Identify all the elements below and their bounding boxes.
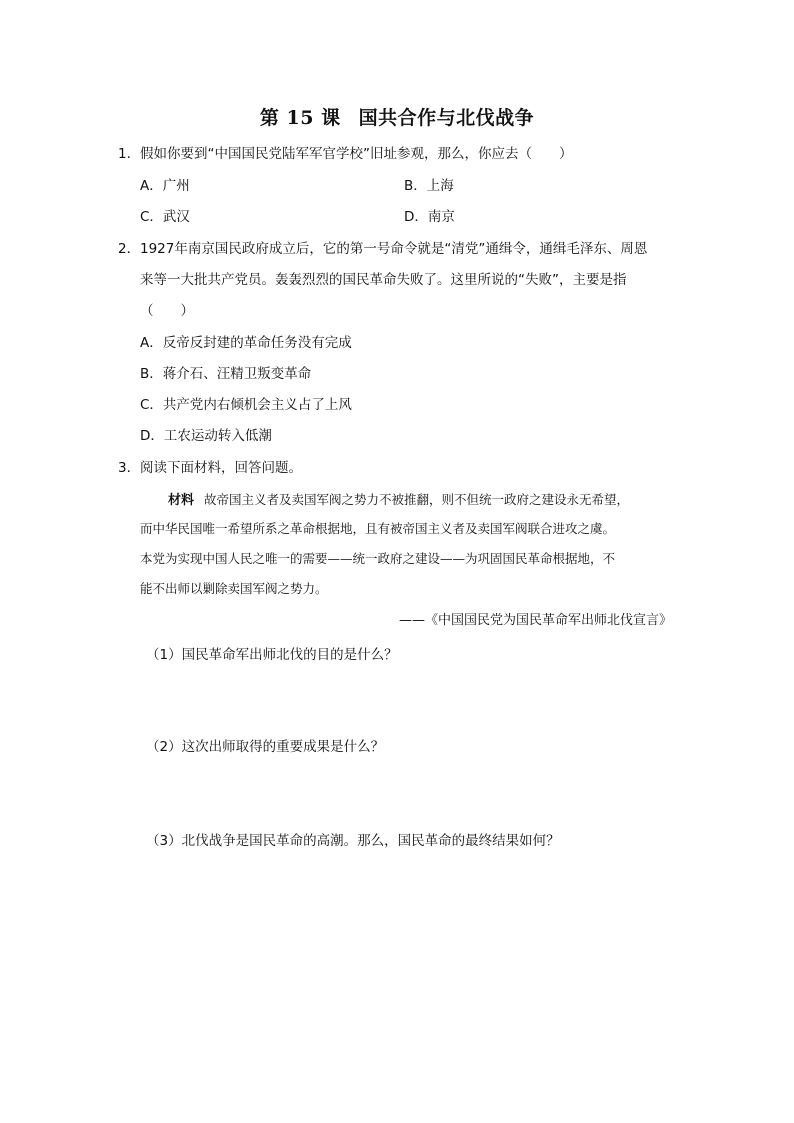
- question-2-line-3: （ ）: [140, 303, 194, 319]
- question-2-line-2: 来等一大批共产党员。轰轰烈烈的国民革命失败了。这里所说的“失败”，主要是指: [140, 272, 627, 288]
- sub-question-3: （3）北伐战争是国民革命的高潮。那么，国民革命的最终结果如何？: [146, 833, 560, 849]
- material-line-2: 而中华民国唯一希望所系之革命根据地，且有被帝国主义者及卖国军阀联合进攻之虞。: [140, 521, 616, 536]
- question-2-option-b: B．蒋介石、汪精卫叛变革命: [140, 366, 312, 382]
- question-1-option-c: C．武汉: [140, 209, 190, 225]
- material-label: 材料: [168, 493, 195, 508]
- sub-question-2: （2）这次出师取得的重要成果是什么？: [146, 739, 385, 755]
- question-2-option-a: A．反帝反封建的革命任务没有完成: [140, 335, 352, 351]
- material-line-4: 能不出师以剿除卖国军阀之势力。: [140, 581, 328, 596]
- material-text-1: 故帝国主义者及卖国军阀之势力不被推翻，则不但统一政府之建设永无希望，: [204, 492, 630, 507]
- question-3-number: 3．: [118, 460, 141, 476]
- lesson-name: 国共合作与北伐战争: [358, 107, 535, 129]
- question-1-option-a: A．广州: [140, 178, 190, 194]
- material-line-3: 本党为实现中国人民之唯一的需要——统一政府之建设——为巩固国民革命根据地，不: [140, 551, 616, 566]
- material-line-1: [140, 491, 680, 510]
- page-title: [0, 103, 794, 130]
- lesson-number: 第 15 课: [259, 107, 341, 129]
- material-source: ——《中国国民党为国民革命军出师北伐宣言》: [398, 613, 672, 628]
- question-2-number: 2．: [118, 241, 141, 257]
- question-2-option-d: D．工农运动转入低潮: [140, 428, 272, 444]
- question-3-text: 阅读下面材料，回答问题。: [140, 460, 302, 476]
- question-2-line-1: 1927年南京国民政府成立后，它的第一号命令就是“清党”通缉令，通缉毛泽东、周恩: [140, 241, 648, 257]
- question-1-number: 1．: [118, 146, 141, 162]
- question-1-option-d: D．南京: [404, 209, 455, 225]
- sub-question-1: （1）国民革命军出师北伐的目的是什么？: [146, 647, 398, 663]
- question-1-option-b: B．上海: [404, 178, 454, 194]
- question-2-option-c: C．共产党内右倾机会主义占了上风: [140, 397, 352, 413]
- question-1-text: 假如你要到“中国国民党陆军军官学校”旧址参观，那么，你应去（ ）: [140, 146, 573, 162]
